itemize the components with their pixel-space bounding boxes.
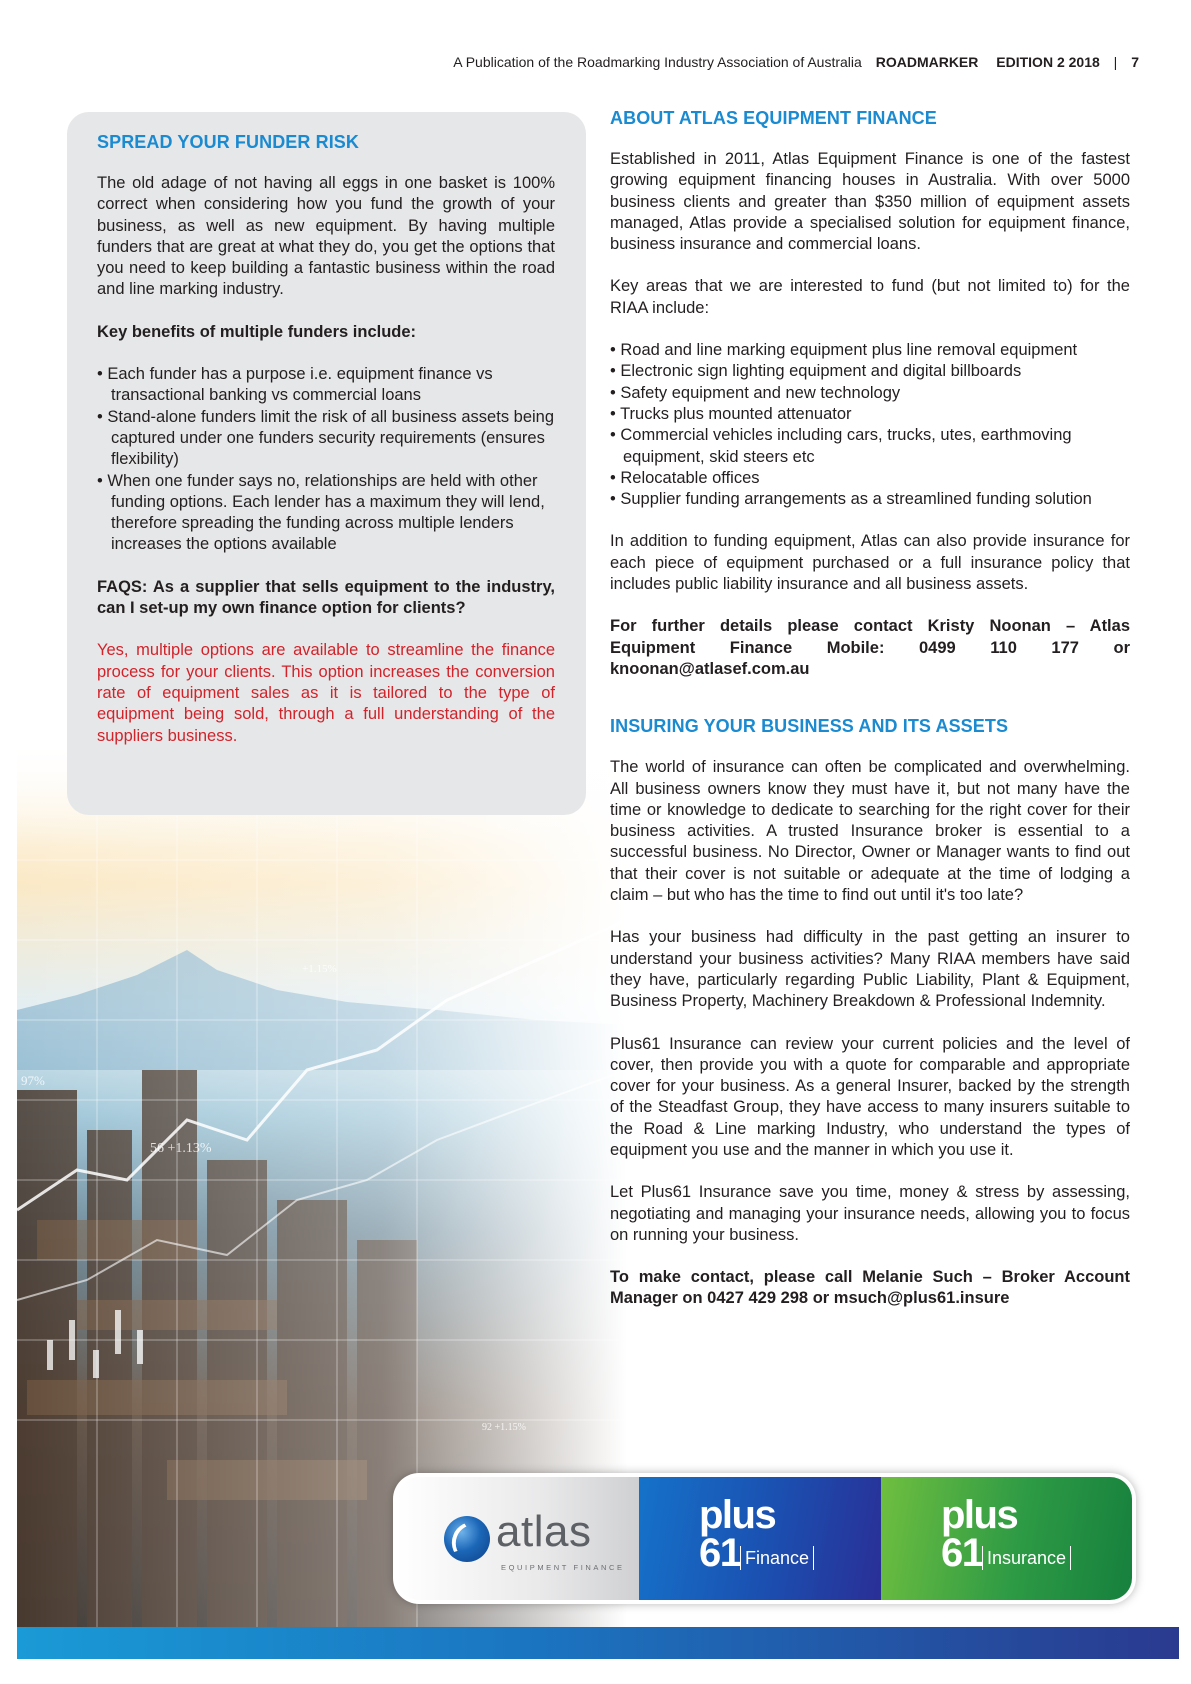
list-item: • Supplier funding arrangements as a streamlined funding solution <box>610 489 1130 510</box>
list-item: • Electronic sign lighting equipment and digital billboards <box>610 361 1130 382</box>
running-header <box>453 54 1139 70</box>
plus61-finance-number: 61 <box>699 1531 741 1575</box>
plus61-insurance-plus: plus <box>941 1493 1018 1537</box>
benefits-list <box>97 364 555 556</box>
insurance-heading: INSURING YOUR BUSINESS AND ITS ASSETS <box>610 716 1009 737</box>
magazine-name: ROADMARKER <box>875 54 979 70</box>
atlas-contact: For further details please contact Kristy Noonan – Atlas Equipment Finance Mobile: 0499 110 177 or knoonan@atlasef.com.au <box>610 617 1130 678</box>
list-item: • Commercial vehicles including cars, trucks, utes, earthmoving equipment, skid steers etc <box>610 425 1130 468</box>
publication-name: A Publication of the Roadmarking Industry Association of Australia <box>453 54 862 70</box>
list-item: • Stand-alone funders limit the risk of all business assets being captured under one funders security requirements (ensures flexibility) <box>97 407 555 471</box>
atlas-key-areas: Key areas that we are interested to fund (but not limited to) for the RIAA include: <box>610 277 1130 317</box>
faq-question: FAQS: As a supplier that sells equipment to the industry, can I set-up my own finance option for clients? <box>97 577 555 618</box>
atlas-heading: ABOUT ATLAS EQUIPMENT FINANCE <box>610 108 937 128</box>
right-column <box>610 108 1130 1331</box>
list-item: • Safety equipment and new technology <box>610 383 1130 404</box>
atlas-logo <box>397 1477 639 1600</box>
atlas-logo-subtitle: EQUIPMENT FINANCE <box>501 1563 625 1572</box>
atlas-insurance-paragraph: In addition to funding equipment, Atlas can also provide insurance for each piece of equipment purchased or a full insurance policy that includes public liability insurance and all business assets. <box>610 532 1130 594</box>
atlas-funding-list <box>610 340 1130 510</box>
benefits-heading: Key benefits of multiple funders include: <box>97 322 417 341</box>
sponsor-logos-bar <box>397 1477 1132 1600</box>
footer-color-bar <box>17 1627 1179 1659</box>
plus61-finance-label: Finance <box>740 1546 814 1570</box>
insurance-paragraph-2: Has your business had difficulty in the past getting an insurer to understand your business activities? Many RIAA members have said they have, particularly regarding Public Liability, Plant & Equipment, Business Property, Machinery Breakdown & Professional Indemnity. <box>610 928 1130 1011</box>
page-number: 7 <box>1131 54 1139 70</box>
insurance-contact: To make contact, please call Melanie Such – Broker Account Manager on 0427 429 298 or msuch@plus61.insure <box>610 1268 1130 1308</box>
list-item: • When one funder says no, relationships are held with other funding options. Each lender has a maximum they will lend, therefore spreading the funding across multiple lenders increases the options available <box>97 471 555 556</box>
plus61-insurance-logo <box>881 1477 1132 1600</box>
header-separator: | <box>1113 54 1118 70</box>
edition-label: EDITION 2 2018 <box>996 54 1100 70</box>
list-item: • Relocatable offices <box>610 468 1130 489</box>
insurance-paragraph-4: Let Plus61 Insurance save you time, money & stress by assessing, negotiating and managing your insurance needs, allowing you to focus on running your business. <box>610 1183 1130 1244</box>
plus61-finance-plus: plus <box>699 1493 776 1537</box>
atlas-globe-icon <box>444 1516 490 1562</box>
faq-answer: Yes, multiple options are available to streamline the finance process for your clients. This option increases the conversion rate of equipment sales as it is tailored to the type of equipment being sold, through a full understanding of the suppliers business. <box>97 641 555 745</box>
left-column <box>97 132 555 768</box>
list-item: • Each funder has a purpose i.e. equipment finance vs transactional banking vs commercial loans <box>97 364 555 407</box>
atlas-logo-word: atlas <box>496 1507 592 1556</box>
plus61-finance-logo <box>639 1477 881 1600</box>
list-item: • Trucks plus mounted attenuator <box>610 404 1130 425</box>
spread-risk-heading: SPREAD YOUR FUNDER RISK <box>97 132 359 152</box>
plus61-insurance-number: 61 <box>941 1531 983 1575</box>
list-item: • Road and line marking equipment plus line removal equipment <box>610 340 1130 361</box>
insurance-paragraph-3: Plus61 Insurance can review your current policies and the level of cover, then provide you with a quote for comparable and appropriate cover for your business. As a general Insurer, backed by the strength of the Steadfast Group, they have access to many insurers suitable to the Road & Line marking Industry, who understand the types of equipment you use and the manner in which you use it. <box>610 1034 1130 1159</box>
spread-risk-intro: The old adage of not having all eggs in one basket is 100% correct when considering how you fund the growth of your business, as well as new equipment. By having multiple funders that are great at what they do, you get the options that you need to keep building a fantastic business within the road and line marking industry. <box>97 174 555 299</box>
atlas-intro: Established in 2011, Atlas Equipment Finance is one of the fastest growing equipment financing houses in Australia. With over 5000 business clients and greater than $350 million of equipment assets managed, Atlas provide a specialised solution for equipment finance, business insurance and commercial loans. <box>610 150 1130 254</box>
insurance-paragraph-1: The world of insurance can often be complicated and overwhelming. All business owners know they must have it, but not many have the time or knowledge to dedicate to searching for the right cover for their business activities. A trusted Insurance broker is essential to a successful business. No Director, Owner or Manager wants to find out that their cover is not suitable or adequate at the time of lodging a claim – but who has the time to find out until it's too late? <box>610 758 1130 905</box>
plus61-insurance-label: Insurance <box>982 1546 1071 1570</box>
